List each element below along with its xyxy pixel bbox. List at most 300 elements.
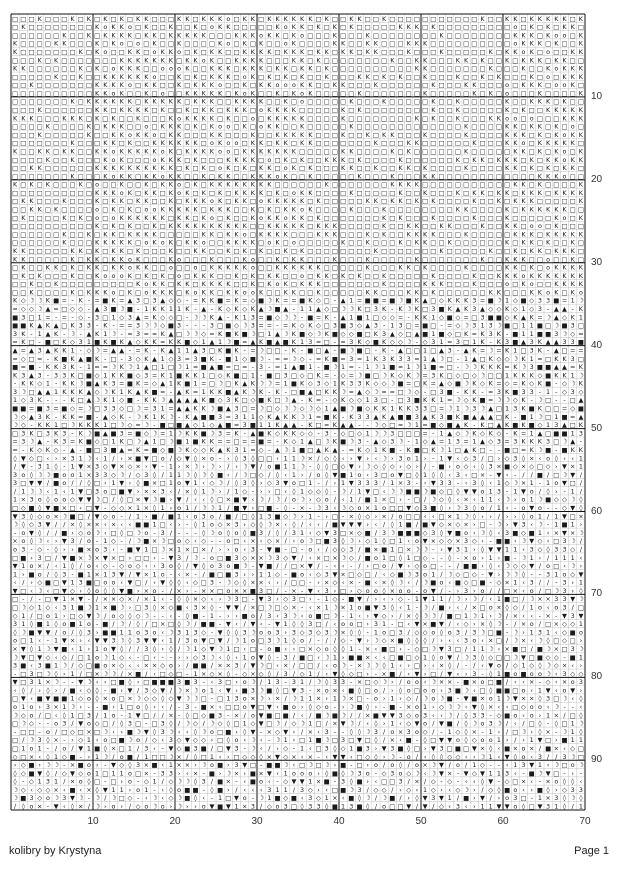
stitch-symbol: K	[169, 172, 174, 180]
stitch-symbol: ‹	[375, 521, 378, 529]
stitch-symbol: -	[309, 579, 311, 587]
stitch-symbol: ☽	[463, 380, 469, 388]
stitch-symbol: □	[86, 197, 92, 205]
stitch-symbol: ▲	[308, 438, 313, 446]
stitch-symbol: □	[160, 255, 166, 263]
stitch-symbol: K	[480, 56, 485, 64]
stitch-symbol: □	[176, 330, 182, 338]
stitch-symbol: □	[438, 164, 444, 172]
stitch-symbol: □	[479, 264, 485, 272]
stitch-symbol: K	[202, 189, 207, 197]
stitch-symbol: 3	[202, 346, 206, 354]
stitch-symbol: K	[407, 264, 412, 272]
stitch-symbol: K	[128, 230, 133, 238]
stitch-symbol: K	[161, 48, 166, 56]
stitch-symbol: ×	[299, 504, 304, 512]
stitch-symbol: ☽	[307, 537, 313, 545]
stitch-symbol: ☽	[176, 363, 182, 371]
stitch-symbol: K	[472, 280, 477, 288]
stitch-symbol: K	[325, 313, 330, 321]
stitch-symbol: K	[456, 413, 461, 421]
stitch-symbol: K	[472, 346, 477, 354]
stitch-symbol: K	[382, 446, 387, 454]
stitch-symbol: □	[102, 214, 108, 222]
stitch-symbol: ▼	[62, 579, 67, 587]
stitch-symbol: □	[37, 172, 43, 180]
stitch-symbol: ◊	[235, 479, 239, 487]
stitch-symbol: K	[546, 156, 551, 164]
stitch-symbol: □	[406, 172, 412, 180]
stitch-symbol: 3	[374, 471, 378, 479]
stitch-symbol: =	[357, 355, 362, 363]
stitch-symbol: K	[111, 264, 116, 272]
stitch-symbol: -	[498, 446, 500, 454]
stitch-symbol: =	[578, 330, 583, 338]
stitch-symbol: □	[561, 123, 567, 131]
stitch-symbol: K	[87, 131, 92, 139]
stitch-symbol: o	[112, 156, 116, 164]
stitch-symbol: K	[87, 421, 92, 429]
stitch-symbol: □	[209, 371, 215, 379]
stitch-symbol: □	[102, 114, 108, 122]
stitch-symbol: ▲	[259, 305, 264, 313]
stitch-symbol: K	[530, 438, 535, 446]
stitch-symbol: 3	[95, 313, 99, 321]
stitch-symbol: K	[431, 114, 436, 122]
stitch-symbol: ›	[260, 487, 263, 495]
stitch-symbol: K	[521, 371, 526, 379]
stitch-symbol: □	[69, 164, 75, 172]
stitch-symbol: 3	[357, 413, 361, 421]
stitch-symbol: ◇	[414, 504, 419, 512]
stitch-symbol: K	[29, 380, 34, 388]
stitch-symbol: K	[538, 338, 543, 346]
stitch-symbol: K	[505, 413, 510, 421]
stitch-symbol: K	[46, 322, 51, 330]
stitch-symbol: □	[356, 288, 362, 296]
stitch-symbol: K	[300, 131, 305, 139]
stitch-symbol: -	[563, 487, 565, 495]
stitch-symbol: K	[144, 89, 149, 97]
stitch-symbol: K	[218, 388, 223, 396]
stitch-symbol: ■	[512, 338, 518, 346]
stitch-symbol: ×	[144, 570, 149, 578]
stitch-symbol: □	[291, 230, 297, 238]
stitch-symbol: □	[94, 230, 100, 238]
stitch-symbol: 3	[46, 405, 50, 413]
stitch-symbol: □	[78, 139, 84, 147]
stitch-symbol: ■	[274, 463, 280, 471]
stitch-symbol: 3	[62, 363, 66, 371]
stitch-symbol: K	[284, 429, 289, 437]
stitch-symbol: o	[284, 40, 288, 48]
stitch-symbol: ×	[94, 554, 99, 562]
stitch-symbol: □	[283, 31, 289, 39]
stitch-symbol: ›	[276, 595, 279, 603]
stitch-symbol: K	[530, 48, 535, 56]
stitch-symbol: ■	[356, 405, 362, 413]
stitch-symbol: -	[481, 388, 483, 396]
stitch-symbol: □	[78, 512, 84, 520]
stitch-symbol: □	[20, 89, 26, 97]
stitch-symbol: K	[275, 239, 280, 247]
stitch-symbol: □	[143, 255, 149, 263]
stitch-symbol: 3	[325, 504, 329, 512]
stitch-symbol: ■	[242, 330, 248, 338]
stitch-symbol: □	[348, 181, 354, 189]
stitch-symbol: K	[193, 81, 198, 89]
stitch-symbol: ■	[537, 471, 543, 479]
stitch-symbol: -	[301, 396, 303, 404]
stitch-symbol: ›	[506, 512, 509, 520]
stitch-symbol: □	[438, 89, 444, 97]
stitch-symbol: =	[226, 429, 231, 437]
stitch-symbol: ›	[555, 463, 558, 471]
stitch-symbol: ☽	[201, 313, 207, 321]
stitch-symbol: □	[102, 65, 108, 73]
stitch-symbol: K	[390, 147, 395, 155]
stitch-symbol: K	[579, 446, 584, 454]
stitch-symbol: ☽	[20, 604, 26, 612]
stitch-symbol: □	[315, 98, 321, 106]
stitch-symbol: ‹	[227, 471, 230, 479]
stitch-symbol: ■	[53, 504, 59, 512]
stitch-symbol: K	[202, 147, 207, 155]
stitch-symbol: □	[414, 73, 420, 81]
stitch-symbol: □	[381, 123, 387, 131]
stitch-symbol: ◇	[447, 330, 452, 338]
stitch-symbol: ■	[86, 380, 92, 388]
stitch-symbol: ◊	[440, 529, 444, 537]
stitch-symbol: -	[539, 479, 541, 487]
stitch-symbol: ×	[447, 521, 452, 529]
stitch-symbol: -	[252, 487, 254, 495]
stitch-symbol: =	[242, 338, 247, 346]
stitch-symbol: ◇	[365, 537, 370, 545]
stitch-symbol: □	[78, 156, 84, 164]
stitch-symbol: □	[340, 172, 346, 180]
stitch-symbol: 3	[79, 322, 83, 330]
stitch-symbol: □	[102, 496, 108, 504]
stitch-symbol: □	[389, 156, 395, 164]
stitch-symbol: 1	[554, 512, 558, 520]
stitch-symbol: K	[448, 222, 453, 230]
stitch-symbol: ›	[129, 604, 132, 612]
stitch-symbol: K	[218, 189, 223, 197]
stitch-symbol: ■	[397, 413, 403, 421]
stitch-symbol: □	[315, 388, 321, 396]
stitch-symbol: K	[234, 56, 239, 64]
stitch-symbol: □	[496, 65, 502, 73]
stitch-symbol: K	[79, 48, 84, 56]
stitch-symbol: ■	[225, 512, 231, 520]
stitch-symbol: K	[136, 164, 141, 172]
stitch-symbol: K	[530, 15, 535, 23]
stitch-symbol: K	[120, 15, 125, 23]
stitch-symbol: o	[21, 529, 25, 537]
stitch-symbol: -	[334, 338, 336, 346]
stitch-symbol: 3	[398, 355, 402, 363]
stitch-symbol: □	[61, 272, 67, 280]
stitch-symbol: K	[128, 98, 133, 106]
stitch-symbol: K	[366, 380, 371, 388]
stitch-symbol: K	[316, 280, 321, 288]
stitch-symbol: □	[447, 172, 453, 180]
stitch-symbol: ■	[307, 346, 313, 354]
stitch-symbol: ◊	[22, 521, 26, 529]
stitch-symbol: =	[193, 297, 198, 305]
stitch-symbol: □	[37, 429, 43, 437]
stitch-symbol: □	[53, 156, 59, 164]
stitch-symbol: K	[177, 280, 182, 288]
stitch-symbol: ◇	[562, 496, 567, 504]
stitch-symbol: K	[193, 98, 198, 106]
stitch-symbol: o	[317, 471, 321, 479]
stitch-symbol: □	[12, 81, 18, 89]
stitch-symbol: ☽	[381, 429, 387, 437]
stitch-symbol: K	[193, 429, 198, 437]
stitch-symbol: o	[292, 496, 296, 504]
stitch-symbol: ▼	[119, 587, 124, 595]
stitch-symbol: =	[127, 322, 132, 330]
stitch-symbol: ▲	[578, 413, 583, 421]
stitch-symbol: □	[151, 114, 157, 122]
stitch-symbol: □	[184, 230, 190, 238]
stitch-symbol: ▲	[521, 313, 526, 321]
stitch-symbol: ☽	[70, 421, 76, 429]
stitch-symbol: o	[103, 48, 107, 56]
stitch-symbol: K	[226, 156, 231, 164]
stitch-symbol: K	[300, 189, 305, 197]
stitch-symbol: K	[513, 222, 518, 230]
stitch-symbol: K	[218, 206, 223, 214]
stitch-symbol: □	[61, 98, 67, 106]
stitch-symbol: o	[407, 454, 411, 462]
stitch-symbol: 3	[472, 322, 476, 330]
stitch-symbol: ■	[340, 438, 346, 446]
stitch-symbol: ■	[135, 429, 141, 437]
stitch-symbol: ◇	[21, 305, 26, 313]
stitch-symbol: ▼	[562, 463, 567, 471]
stitch-symbol: ◇	[136, 562, 141, 570]
stitch-symbol: □	[160, 73, 166, 81]
stitch-symbol: K	[29, 81, 34, 89]
stitch-symbol: K	[333, 421, 338, 429]
stitch-symbol: K	[177, 338, 182, 346]
stitch-symbol: ■	[422, 322, 428, 330]
stitch-symbol: □	[12, 15, 18, 23]
stitch-symbol: □	[496, 239, 502, 247]
stitch-symbol: K	[513, 15, 518, 23]
stitch-symbol: □	[299, 147, 305, 155]
stitch-symbol: 1	[292, 454, 296, 462]
stitch-symbol: □	[217, 31, 223, 39]
stitch-symbol: □	[414, 15, 420, 23]
stitch-symbol: □	[414, 189, 420, 197]
stitch-symbol: ◇	[382, 313, 387, 321]
stitch-symbol: ■	[356, 313, 362, 321]
stitch-symbol: K	[423, 280, 428, 288]
stitch-symbol: ☽	[86, 454, 92, 462]
stitch-symbol: K	[226, 73, 231, 81]
stitch-symbol: ▲	[29, 371, 34, 379]
stitch-symbol: □	[397, 272, 403, 280]
stitch-symbol: K	[87, 98, 92, 106]
stitch-symbol: o	[103, 23, 107, 31]
stitch-symbol: ☽	[37, 471, 43, 479]
stitch-symbol: ☽	[152, 496, 158, 504]
stitch-symbol: 1	[103, 421, 107, 429]
stitch-symbol: ☽	[20, 388, 26, 396]
stitch-symbol: K	[202, 230, 207, 238]
stitch-symbol: □	[176, 164, 182, 172]
stitch-symbol: ‹	[375, 579, 378, 587]
stitch-symbol: -	[39, 338, 41, 346]
stitch-symbol: -	[88, 595, 90, 603]
stitch-symbol: □	[422, 139, 428, 147]
stitch-symbol: K	[136, 131, 141, 139]
stitch-symbol: K	[284, 131, 289, 139]
stitch-symbol: □	[176, 106, 182, 114]
stitch-symbol: ×	[504, 579, 509, 587]
stitch-symbol: -	[350, 562, 352, 570]
stitch-symbol: K	[546, 172, 551, 180]
stitch-symbol: o	[530, 114, 534, 122]
stitch-symbol: ☽	[373, 388, 379, 396]
stitch-symbol: K	[415, 23, 420, 31]
stitch-symbol: □	[479, 197, 485, 205]
stitch-symbol: K	[234, 396, 239, 404]
stitch-symbol: K	[226, 247, 231, 255]
stitch-symbol: ▼	[168, 554, 173, 562]
stitch-symbol: -	[80, 446, 82, 454]
stitch-symbol: K	[128, 272, 133, 280]
stitch-symbol: □	[529, 172, 535, 180]
stitch-symbol: K	[152, 98, 157, 106]
stitch-symbol: 1	[562, 554, 566, 562]
stitch-symbol: K	[464, 164, 469, 172]
stitch-symbol: □	[119, 554, 125, 562]
stitch-symbol: □	[340, 222, 346, 230]
stitch-symbol: □	[430, 346, 436, 354]
stitch-symbol: □	[447, 123, 453, 131]
stitch-symbol: ◇	[390, 313, 395, 321]
stitch-symbol: K	[308, 15, 313, 23]
stitch-symbol: □	[455, 446, 461, 454]
stitch-symbol: □	[496, 56, 502, 64]
stitch-symbol: □	[299, 106, 305, 114]
stitch-symbol: 3	[13, 471, 17, 479]
stitch-symbol: □	[184, 131, 190, 139]
stitch-symbol: 3	[144, 604, 148, 612]
stitch-symbol: □	[479, 81, 485, 89]
stitch-symbol: K	[185, 114, 190, 122]
stitch-symbol: ■	[160, 496, 166, 504]
stitch-symbol: ›	[580, 562, 583, 570]
stitch-symbol: =	[447, 396, 452, 404]
stitch-symbol: 3	[546, 438, 550, 446]
stitch-symbol: ×	[152, 537, 157, 545]
stitch-symbol: ■	[520, 413, 526, 421]
stitch-symbol: K	[128, 139, 133, 147]
stitch-symbol: □	[340, 98, 346, 106]
stitch-symbol: 3	[431, 529, 435, 537]
stitch-symbol: K	[275, 131, 280, 139]
stitch-symbol: ▲	[390, 330, 395, 338]
stitch-symbol: ◇	[291, 438, 296, 446]
stitch-symbol: o	[54, 496, 58, 504]
stitch-symbol: ◇	[390, 570, 395, 578]
stitch-symbol: □	[463, 247, 469, 255]
stitch-symbol: -	[194, 587, 196, 595]
stitch-symbol: 3	[275, 554, 279, 562]
stitch-symbol: 1	[152, 438, 156, 446]
stitch-symbol: ▲	[177, 396, 182, 404]
stitch-symbol: □	[455, 65, 461, 73]
stitch-symbol: ▼	[86, 496, 91, 504]
stitch-symbol: □	[537, 31, 543, 39]
stitch-symbol: ◊	[456, 487, 460, 495]
stitch-symbol: K	[562, 56, 567, 64]
stitch-symbol: 1	[234, 487, 238, 495]
stitch-symbol: ›	[219, 463, 222, 471]
stitch-symbol: ■	[168, 446, 174, 454]
stitch-symbol: □	[86, 81, 92, 89]
stitch-symbol: K	[480, 222, 485, 230]
stitch-symbol: ‹	[432, 512, 435, 520]
stitch-symbol: K	[521, 65, 526, 73]
stitch-symbol: ‹	[79, 504, 82, 512]
stitch-symbol: ■	[176, 438, 182, 446]
stitch-symbol: □	[217, 496, 223, 504]
stitch-symbol: 1	[530, 496, 534, 504]
stitch-symbol: □	[496, 230, 502, 238]
stitch-symbol: ›	[170, 496, 173, 504]
stitch-symbol: □	[86, 487, 92, 495]
stitch-symbol: ■	[397, 380, 403, 388]
stitch-symbol: K	[308, 421, 313, 429]
stitch-symbol: ∕	[129, 471, 132, 479]
stitch-symbol: □	[160, 230, 166, 238]
stitch-symbol: ▲	[144, 363, 149, 371]
stitch-symbol: □	[45, 239, 51, 247]
stitch-symbol: -	[268, 355, 270, 363]
stitch-symbol: □	[570, 206, 576, 214]
stitch-symbol: ×	[152, 479, 157, 487]
stitch-symbol: -	[293, 504, 295, 512]
stitch-symbol: ◇	[37, 579, 42, 587]
stitch-symbol: ◊	[440, 471, 444, 479]
stitch-symbol: ☽	[176, 446, 182, 454]
stitch-symbol: =	[135, 421, 140, 429]
stitch-symbol: K	[202, 15, 207, 23]
stitch-symbol: K	[95, 23, 100, 31]
stitch-symbol: 3	[210, 322, 214, 330]
stitch-symbol: K	[562, 206, 567, 214]
stitch-symbol: ☽	[283, 313, 289, 321]
stitch-symbol: 3	[562, 587, 566, 595]
stitch-symbol: □	[86, 156, 92, 164]
stitch-symbol: □	[291, 280, 297, 288]
stitch-symbol: ☽	[78, 380, 84, 388]
stitch-symbol: K	[366, 239, 371, 247]
stitch-symbol: =	[291, 297, 296, 305]
stitch-symbol: ▲	[554, 363, 559, 371]
stitch-symbol: □	[340, 214, 346, 222]
stitch-symbol: □	[348, 56, 354, 64]
stitch-symbol: □	[28, 73, 34, 81]
stitch-symbol: K	[218, 305, 223, 313]
